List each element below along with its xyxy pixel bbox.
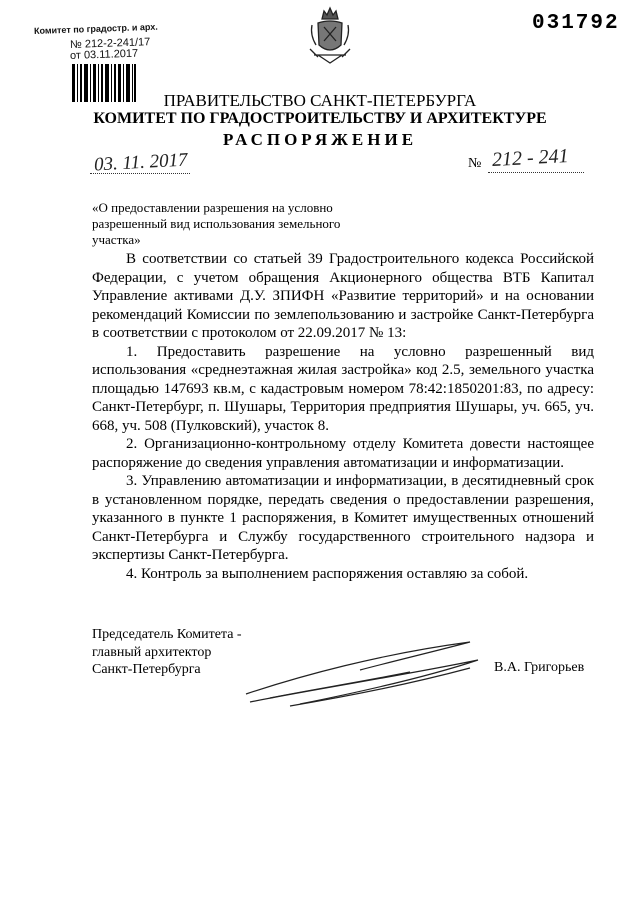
signer-title (92, 626, 242, 679)
stamp-line-2: № 212-2-241/17 (69, 36, 151, 51)
signer-title-line-2: главный архитектор (92, 644, 212, 660)
document-subject: «О предоставлении разрешения на условно разрешенный вид использования земельного участка» (92, 200, 341, 247)
government-title: ПРАВИТЕЛЬСТВО САНКТ-ПЕТЕРБУРГА (163, 91, 477, 110)
number-label: № (468, 156, 482, 171)
stamp-line-3: от 03.11.2017 (69, 47, 139, 62)
body-paragraph-4: 4. Контроль за выполнением распоряжения оставляю за собой. (126, 565, 529, 582)
body-paragraph-3: 3. Управлению автоматизации и информатизации, в десятидневный срок в установленном порядке, передать сведения о предоставлении разрешения, указанного в пункте 1 распоряжения, в Комитет имущественных отношений Санкт-Петербурга и Службу государственного строительного надзора и экспертизы Санкт-Петербурга. (92, 473, 594, 563)
document-type-title: РАСПОРЯЖЕНИЕ (222, 130, 418, 149)
document-number: 031792 (532, 12, 620, 35)
signer-title-line-3: Санкт-Петербурга (92, 662, 201, 677)
stamp-line-1: Комитет по градостр. и арх. (33, 21, 158, 36)
registration-stamp (33, 21, 174, 62)
committee-title: КОМИТЕТ ПО ГРАДОСТРОИТЕЛЬСТВУ И АРХИТЕКТУРЕ (93, 110, 547, 127)
handwritten-date: 03. 11. 2017 (93, 149, 189, 176)
document-body (92, 250, 594, 583)
body-paragraph-2: 2. Организационно-контрольному отделу Комитета довести настоящее распоряжение до сведения управления автоматизации и информатизации. (92, 436, 594, 471)
body-paragraph-intro: В соответствии со статьей 39 Градостроительного кодекса Российской Федерации, с учетом обращения Акционерного общества ВТБ Капитал Управление активами Д.У. ЗПИФН «Развитие территорий» и на основании рекомендаций Комиссии по землепользованию и застройке Санкт-Петербурга в соответствии с протоколом от 22.09.2017 № 13: (92, 251, 594, 341)
handwritten-signature (240, 636, 490, 710)
handwritten-number: 212 - 241 (491, 145, 570, 171)
body-paragraph-1: 1. Предоставить разрешение на условно разрешенный вид использования «среднеэтажная жилая застройка» код 2.5, земельного участка площадью 147693 кв.м, с кадастровым номером 78:42:1850201:83, по адресу: Санкт-Петербург, п. Шушары, Территория предприятия Шушары, уч. 665, уч. 668, уч. 508 (Пулковский), участок 8. (92, 343, 594, 434)
signer-title-line-1: Председатель Комитета - (92, 627, 242, 642)
coat-of-arms-icon (308, 5, 352, 69)
signer-name: В.А. Григорьев (494, 660, 585, 675)
